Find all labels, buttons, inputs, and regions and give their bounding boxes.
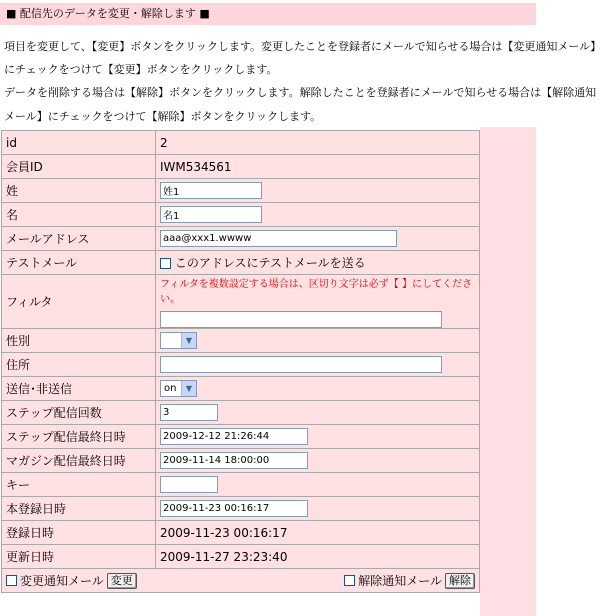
send-label: 送信･非送信 — [2, 377, 156, 401]
main-reg-label: 本登録日時 — [2, 497, 156, 521]
change-button[interactable]: 変更 — [107, 573, 137, 589]
action-row — [2, 569, 480, 593]
member-id-value: IWM534561 — [156, 155, 480, 179]
change-notify-label: 変更通知メール — [20, 574, 104, 588]
intro-line-2: にチェックをつけて【変更】ボタンをクリックします。 — [4, 63, 278, 76]
updated-label: 更新日時 — [2, 545, 156, 569]
side-panel — [480, 127, 536, 616]
send-select[interactable] — [160, 380, 197, 397]
cancel-notify-label: 解除通知メール — [358, 574, 442, 588]
key-input[interactable] — [160, 476, 218, 493]
test-mail-checkbox-label: このアドレスにテストメールを送る — [174, 256, 366, 270]
updated-value: 2009-11-27 23:23:40 — [156, 545, 480, 569]
gender-select[interactable] — [160, 332, 197, 349]
last-name-input[interactable] — [160, 182, 262, 199]
member-id-label: 会員ID — [2, 155, 156, 179]
filter-label: フィルタ — [2, 275, 156, 329]
step-count-input[interactable] — [160, 404, 218, 421]
page-title-bar — [0, 3, 536, 25]
reg-label: 登録日時 — [2, 521, 156, 545]
step-last-input[interactable] — [160, 428, 308, 445]
intro-line-4: メール】にチェックをつけて【解除】ボタンをクリックします。 — [4, 110, 322, 123]
address-input[interactable] — [160, 356, 442, 373]
page-title: ■ 配信先のデータを変更・解除します ■ — [6, 7, 210, 20]
member-edit-table — [1, 130, 480, 593]
test-mail-label: テストメール — [2, 251, 156, 275]
last-name-label: 姓 — [2, 179, 156, 203]
intro-line-3: データを削除する場合は【解除】ボタンをクリックします。解除したことを登録者にメールで知らせる場合は【解除通知 — [4, 86, 597, 99]
email-label: メールアドレス — [2, 227, 156, 251]
magazine-last-input[interactable] — [160, 452, 308, 469]
chevron-down-icon: ▼ — [181, 381, 196, 396]
step-count-label: ステップ配信回数 — [2, 401, 156, 425]
address-label: 住所 — [2, 353, 156, 377]
key-label: キー — [2, 473, 156, 497]
magazine-last-label: マガジン配信最終日時 — [2, 449, 156, 473]
chevron-down-icon: ▼ — [181, 333, 196, 348]
test-mail-checkbox[interactable] — [160, 258, 171, 269]
email-input[interactable] — [160, 230, 397, 247]
intro-line-1: 項目を変更して、【変更】ボタンをクリックします。変更したことを登録者にメールで知らせる場合は【変更通知メール】 — [4, 40, 601, 53]
id-value: 2 — [156, 131, 480, 155]
filter-note: フィルタを複数設定する場合は、区切り文字は必ず【 】にしてください。 — [160, 279, 472, 305]
first-name-input[interactable] — [160, 206, 262, 223]
cancel-button[interactable]: 解除 — [445, 573, 475, 589]
send-select-value: on — [164, 383, 177, 394]
change-notify-checkbox[interactable] — [6, 575, 17, 586]
main-reg-input[interactable] — [160, 500, 308, 517]
gender-label: 性別 — [2, 329, 156, 353]
filter-input[interactable] — [160, 311, 442, 328]
step-last-label: ステップ配信最終日時 — [2, 425, 156, 449]
reg-value: 2009-11-23 00:16:17 — [156, 521, 480, 545]
cancel-notify-checkbox[interactable] — [344, 575, 355, 586]
id-label: id — [2, 131, 156, 155]
first-name-label: 名 — [2, 203, 156, 227]
